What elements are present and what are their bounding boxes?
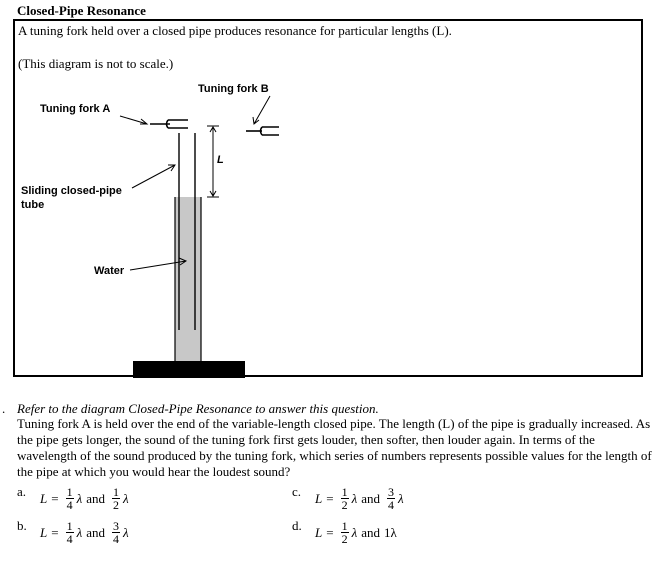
option-c-fraction-2: $\frac{3}{4}$ <box>388 485 394 512</box>
fork-b-leader <box>253 96 270 124</box>
option-a-letter: a. <box>17 484 27 499</box>
figure-intro: A tuning fork held over a closed pipe produces resonance for particular lengths (L). <box>18 23 452 38</box>
tube-label-line2: tube <box>21 199 45 211</box>
option-a-fraction-1: $\frac{1}{4}$ <box>66 485 73 512</box>
fork-a-label: Tuning fork A <box>40 103 111 115</box>
fork-a-leader <box>120 116 147 124</box>
question-reference: Refer to the diagram Closed-Pipe Resonance to answer this question. <box>17 401 379 416</box>
question-number: . <box>2 401 6 416</box>
option-d-fraction-1: $\frac{1}{2}$ <box>341 519 348 546</box>
option-b-fraction-1: $\frac{1}{4}$ <box>66 519 73 546</box>
option-a-fraction-2: $\frac{1}{2}$ <box>113 485 119 512</box>
fork-b-label: Tuning fork B <box>198 83 269 95</box>
option-c[interactable]: L = $\frac{1}{2}$ λ and $\frac{3}{4}$ λ <box>315 485 404 512</box>
tuning-fork-a-icon <box>150 120 188 128</box>
option-b-letter: b. <box>17 518 27 533</box>
question-text: Tuning fork A is held over the end of the variable-length closed pipe. The length (L) of the pipe is gradually increased. As the pipe gets longer, the sound of the tuning fork first gets louder, then softer, then louder again. In terms of the wavelength of the sound produced by the tuning fork, which series of numbers represents possible values for the length of the pipe at which you would hear the loudest sound? <box>17 416 652 479</box>
tube-base <box>133 361 245 378</box>
option-c-letter: c. <box>292 484 302 499</box>
option-b-fraction-2: $\frac{3}{4}$ <box>113 519 119 546</box>
tuning-fork-b-icon <box>246 127 279 135</box>
tube-leader <box>132 165 175 188</box>
option-c-fraction-1: $\frac{1}{2}$ <box>341 485 348 512</box>
option-a[interactable]: L = $\frac{1}{4}$ λ and $\frac{1}{2}$ λ <box>40 485 129 512</box>
water-label: Water <box>94 265 125 277</box>
option-a-var: L <box>40 490 48 506</box>
option-b[interactable]: L = $\frac{1}{4}$ λ and $\frac{3}{4}$ λ <box>40 519 129 546</box>
option-d-letter: d. <box>292 518 302 533</box>
option-d[interactable]: L = $\frac{1}{2}$ λ and 1λ <box>315 519 397 546</box>
length-label: L <box>217 154 224 166</box>
figure-note: (This diagram is not to scale.) <box>18 56 174 71</box>
figure-title: Closed-Pipe Resonance <box>17 3 146 18</box>
tube-label-line1: Sliding closed-pipe <box>21 185 122 197</box>
